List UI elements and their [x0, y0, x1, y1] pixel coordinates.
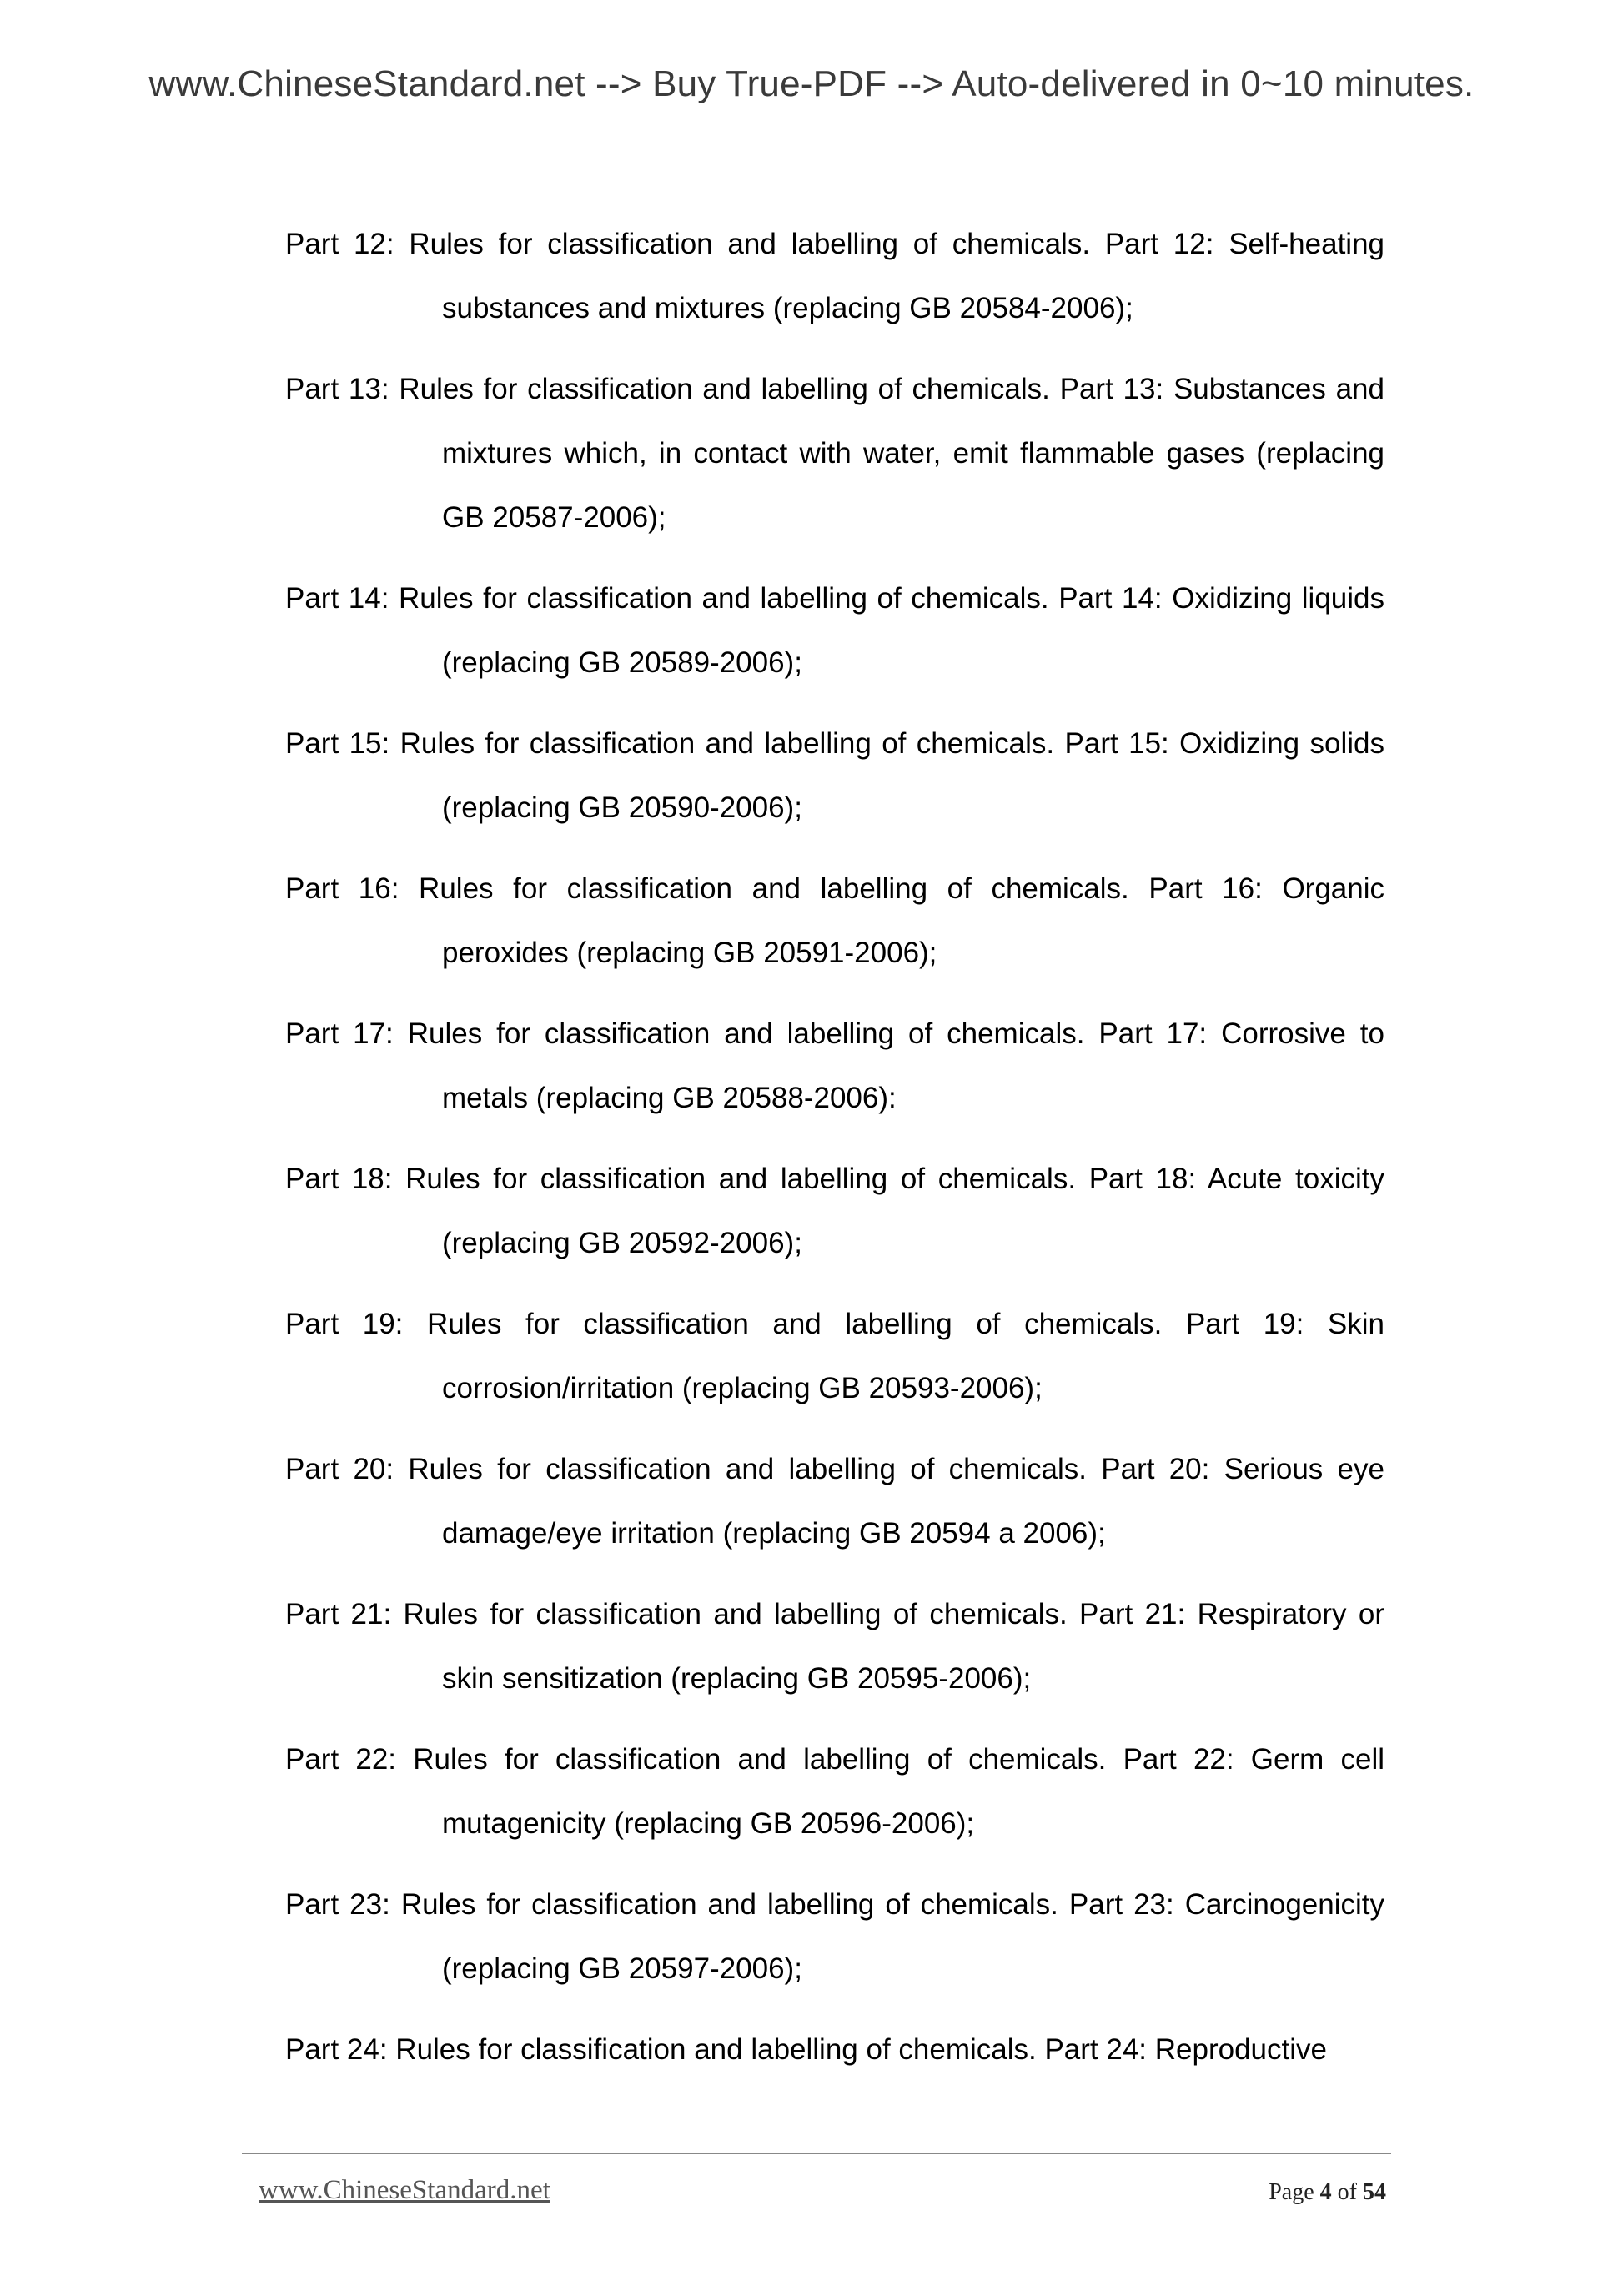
header-banner: www.ChineseStandard.net --> Buy True-PDF --> Auto-delivered in 0~10 minutes. — [148, 63, 1475, 104]
standard-part-entry: Part 16: Rules for classification and labelling of chemicals. Part 16: Organic peroxides (replacing GB 20591-2006); — [285, 872, 1384, 969]
page-current: 4 — [1319, 2179, 1332, 2205]
standard-part-entry: Part 15: Rules for classification and labelling of chemicals. Part 15: Oxidizing solids (replacing GB 20590-2006); — [285, 727, 1384, 824]
standard-part-entry: Part 17: Rules for classification and labelling of chemicals. Part 17: Corrosive to metals (replacing GB 20588-2006): — [285, 1017, 1384, 1114]
standard-part-entry: Part 14: Rules for classification and labelling of chemicals. Part 14: Oxidizing liquids (replacing GB 20589-2006); — [285, 582, 1384, 679]
standard-part-entry: Part 24: Rules for classification and labelling of chemicals. Part 24: Reproductive — [285, 2033, 1327, 2066]
standard-part-entry: Part 20: Rules for classification and labelling of chemicals. Part 20: Serious eye damage/eye irritation (replacing GB 20594 a 2006); — [285, 1453, 1384, 1550]
footer-divider — [242, 2153, 1391, 2154]
standard-part-entry: Part 18: Rules for classification and labelling of chemicals. Part 18: Acute toxicity (replacing GB 20592-2006); — [285, 1163, 1384, 1259]
page-label: Page — [1269, 2179, 1314, 2205]
document-body — [285, 212, 1384, 2098]
standard-part-entry: Part 13: Rules for classification and labelling of chemicals. Part 13: Substances and mixtures which, in contact with water, emit flammable gases (replacing GB 20587-2006); — [285, 373, 1384, 534]
standard-part-entry: Part 22: Rules for classification and labelling of chemicals. Part 22: Germ cell mutagenicity (replacing GB 20596-2006); — [285, 1743, 1384, 1840]
standard-part-entry: Part 19: Rules for classification and labelling of chemicals. Part 19: Skin corrosion/irritation (replacing GB 20593-2006); — [285, 1308, 1384, 1404]
page-number — [1269, 2179, 1386, 2206]
standard-part-entry: Part 12: Rules for classification and labelling of chemicals. Part 12: Self-heating substances and mixtures (replacing GB 20584-2006); — [285, 228, 1384, 324]
page-total: 54 — [1363, 2179, 1386, 2205]
page-of-label: of — [1337, 2179, 1357, 2205]
footer-site-link[interactable]: www.ChineseStandard.net — [259, 2175, 550, 2205]
standard-part-entry: Part 23: Rules for classification and labelling of chemicals. Part 23: Carcinogenicity (replacing GB 20597-2006); — [285, 1888, 1384, 1985]
standard-part-entry: Part 21: Rules for classification and labelling of chemicals. Part 21: Respiratory or skin sensitization (replacing GB 20595-2006); — [285, 1598, 1384, 1695]
